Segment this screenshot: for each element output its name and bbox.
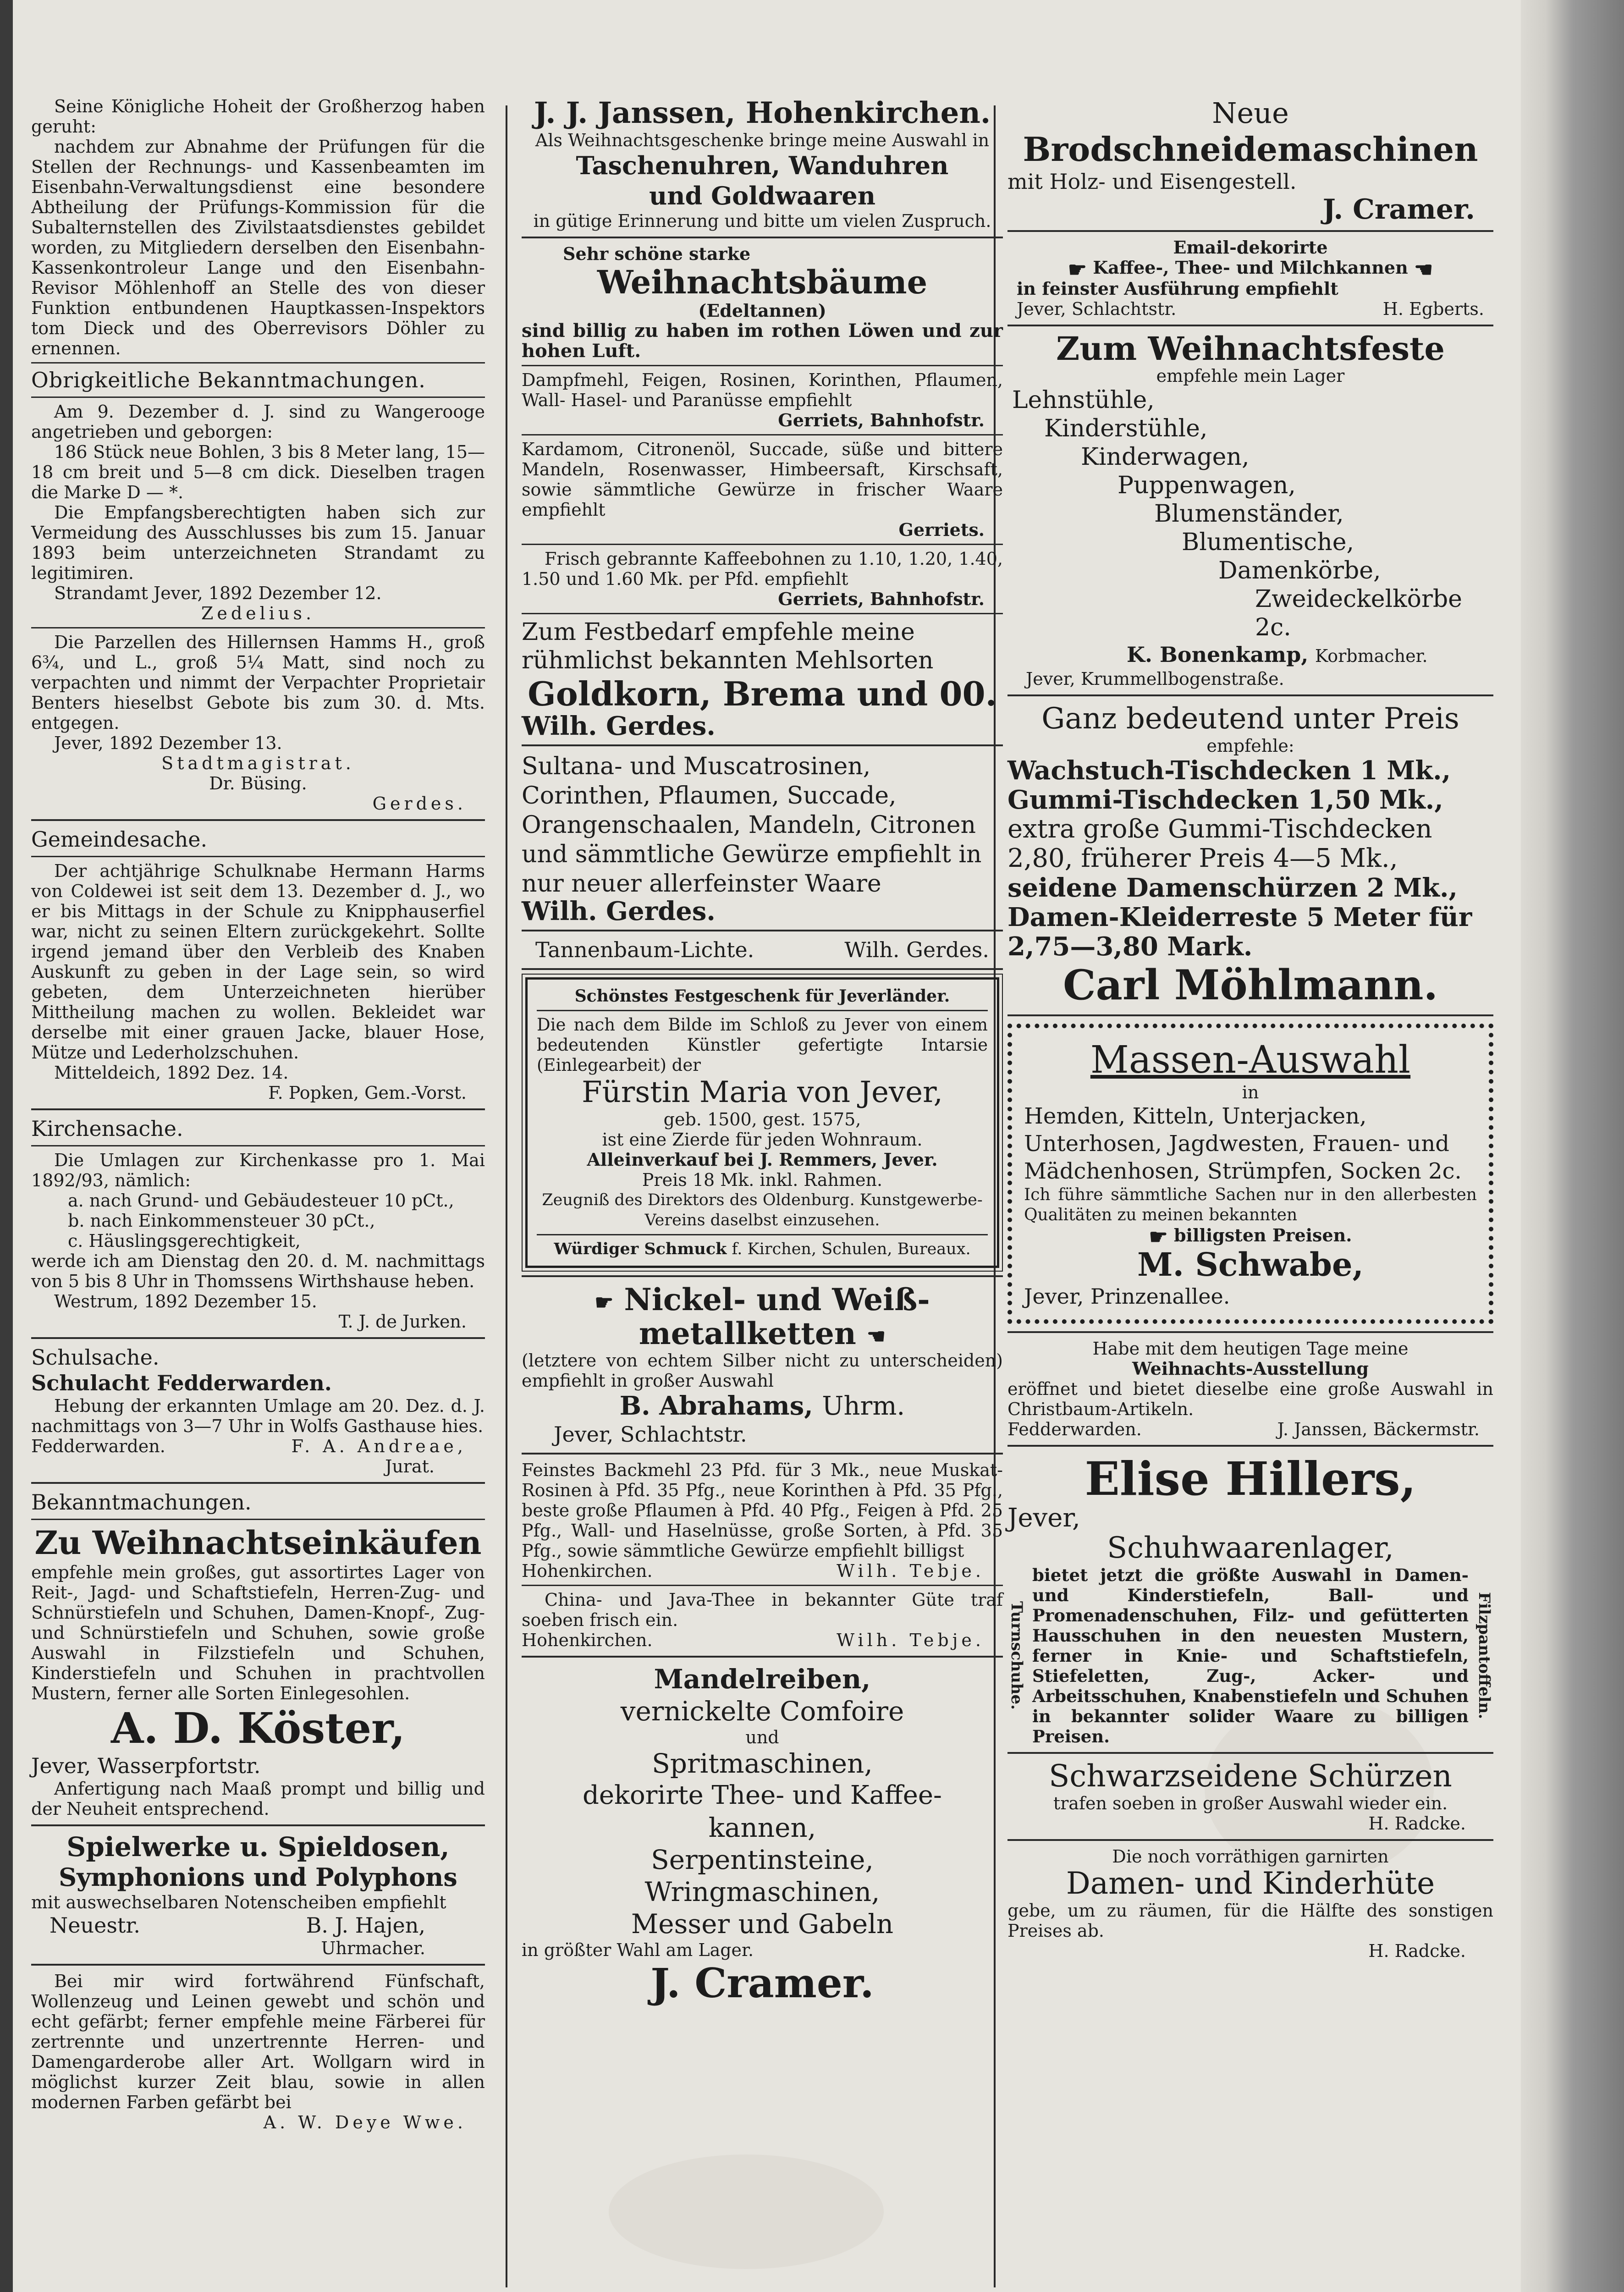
ad-headline: Goldkorn, Brema und 00. <box>528 674 997 713</box>
ad-merchant-name: Elise Hillers, <box>1085 1452 1416 1506</box>
ad-headline: Wringmaschinen, <box>644 1876 880 1907</box>
notice-date: Strandamt Jever, 1892 Dezember 12. <box>54 583 382 603</box>
ad-merchant-name: Carl Möhlmann. <box>1063 960 1438 1009</box>
notice-signature: T. J. de Jurken. <box>338 1311 467 1332</box>
divider <box>31 1337 485 1339</box>
divider <box>31 1824 485 1826</box>
list-item: Kinderstühle, <box>1044 414 1208 442</box>
pointing-hand-icon: ☚ <box>1414 257 1433 282</box>
ad-headline: Schwarzseidene Schürzen <box>1049 1758 1452 1794</box>
divider <box>31 819 485 821</box>
ad-text: billigsten Preisen. <box>1173 1224 1352 1245</box>
side-label: Filzpantoffeln. <box>1475 1592 1493 1719</box>
notice-date: Westrum, 1892 Dezember 15. <box>54 1291 317 1311</box>
ad-signature: A. W. Deye Wwe. <box>263 2112 467 2132</box>
divider <box>31 362 485 364</box>
divider <box>522 237 1003 238</box>
ad-place: Fedderwarden. <box>1007 1419 1142 1439</box>
ad-text: Zum Festbedarf empfehle meine <box>522 618 915 646</box>
ad-address: Jever, Schlachtstr. <box>1017 298 1177 319</box>
ad-text: Hemden, Kitteln, Unterjacken, Unterhosen, Jagdwesten, Frauen- und Mädchenhosen, Strümpfen, Socken 2c. <box>1024 1103 1462 1184</box>
ad-headline: kannen, <box>708 1812 816 1843</box>
notice-signature: Stadtmagistrat. <box>161 753 355 773</box>
divider <box>31 1145 485 1146</box>
ad-address: Neuestr. <box>50 1913 140 1938</box>
ad-headline: Mandelreiben, <box>654 1664 871 1695</box>
ad-text: geb. 1500, gest. 1575, <box>663 1109 861 1129</box>
divider <box>522 1585 1003 1586</box>
ad-text: Zeugniß des Direktors des Oldenburg. Kunstgewerbe-Vereins daselbst einzusehen. <box>542 1191 983 1229</box>
notice-date: Jever, 1892 Dezember 13. <box>54 733 282 753</box>
divider <box>537 1010 988 1011</box>
ad-signature: H. Egberts. <box>1382 298 1484 319</box>
ad-footer-bold: Würdiger Schmuck <box>554 1240 727 1258</box>
ad-place: Hohenkirchen. <box>522 1630 653 1650</box>
ad-text: ist eine Zierde für jeden Wohnraum. <box>602 1129 923 1150</box>
price-line: 2,75—3,80 Mark. <box>1007 931 1253 962</box>
ad-text: Ich führe sämmtliche Sachen nur in den allerbesten Qualitäten zu meinen bekannten <box>1024 1185 1477 1224</box>
ad-text: mit auswechselbaren Notenscheiben empfiehlt <box>31 1892 446 1912</box>
ad-headline: Weihnachtsbäume <box>597 263 928 301</box>
scan-border-right <box>1546 0 1624 2292</box>
ad-text: Die nach dem Bilde im Schloß zu Jever von einem bedeutenden Künstler gefertigte Intarsie (Einlegearbeit) der <box>537 1015 988 1075</box>
ad-text: in gütige Erinnerung und bitte um vielen Zuspruch. <box>533 211 991 231</box>
ad-text: in größter Wahl am Lager. <box>522 1940 754 1960</box>
ad-merchant-name: K. Bonenkamp, <box>1127 642 1309 667</box>
ad-headline: Massen-Auswahl <box>1090 1038 1411 1082</box>
ad-merchant-name: B. Abrahams, <box>619 1391 813 1421</box>
ad-signature: Wilh. Tebje. <box>837 1630 985 1650</box>
divider <box>31 856 485 857</box>
divider <box>522 365 1003 366</box>
ad-merchant-name: M. Schwabe, <box>1137 1245 1364 1284</box>
ad-text: Kaffee-, Thee- und Milchkannen <box>1093 257 1408 278</box>
divider <box>1007 1839 1493 1841</box>
ad-signature: Gerriets. <box>898 519 985 540</box>
price-line: extra große Gummi-Tischdecken <box>1007 814 1432 844</box>
page-edge <box>1521 0 1546 2292</box>
notice-date: Mitteldeich, 1892 Dez. 14. <box>54 1063 289 1083</box>
ad-text: eröffnet und bietet dieselbe eine große Auswahl in Christbaum-Artikeln. <box>1007 1379 1493 1419</box>
notice-signature: Gerdes. <box>372 793 467 814</box>
ad-address: Jever, Prinzenallee. <box>1024 1284 1230 1309</box>
side-label: Turnschuhe. <box>1007 1601 1026 1710</box>
price-line: Damen-Kleiderreste 5 Meter für <box>1007 902 1472 932</box>
ad-headline: und Goldwaaren <box>649 181 875 210</box>
framed-ad <box>525 977 999 1268</box>
ad-text: Tannenbaum-Lichte. <box>535 937 754 962</box>
notice-text: Der achtjährige Schulknabe Hermann Harms von Coldewei ist seit dem 13. Dezember d. J., wo er bis Mittags in der Schule zu Knipphauserfiel war, nicht zu seinen Eltern zurückgekehrt. Sollte irgend jemand über den Verbleib des Knaben Auskunft zu geben in der Lage sein, so wird gebeten, dem Unterzeichneten hierüber Mittheilung machen zu wollen. Bekleidet war derselbe mit einer grauen Jacke, blauer Hose, Mütze und Lederholzschuhen. <box>31 861 485 1063</box>
divider <box>1007 230 1493 232</box>
divider <box>522 968 1003 970</box>
pointing-hand-icon: ☛ <box>595 1290 614 1315</box>
divider <box>31 1519 485 1520</box>
notice-signature: F. A. Andreae, <box>291 1436 467 1456</box>
ad-text: Bei mir wird fortwährend Fünfschaft, Wollenzeug und Leinen gewebt und schön und echt gefärbt; ferner empfehle meine Färberei für zertrennte und unzertrennte Herren- und Damengarderobe aller Art. Wollgarn wird in möglichst kurzer Zeit blau, sowie in allen modernen Farben gefärbt bei <box>31 1971 485 2112</box>
divider <box>31 627 485 628</box>
ad-signature: Wilh. Tebje. <box>837 1561 985 1581</box>
ad-merchant-role: Uhrmacher. <box>321 1938 425 1958</box>
notice-text: Die Parzellen des Hillernsen Hamms H., groß 6¾, und L., groß 5¼ Matt, sind noch zu verpachten und nimmt der Verpachter Proprietair Benters hieselbst Gebote bis zum 30. d. Mts. entgegen. <box>31 632 485 733</box>
section-subtitle: Schulacht Fedderwarden. <box>31 1371 332 1395</box>
price-line: Wachstuch-Tischdecken 1 Mk., <box>1007 755 1451 786</box>
ad-text: empfehle mein großes, gut assortirtes Lager von Reit-, Jagd- und Schaftstiefeln, Herren-Zug- und Schnürstiefeln und Schuhen, Damen-Knopf-, Zug- und Schnürstiefeln und Schuhen, sowie große Auswahl in Filzstiefeln und Schuhen, Kinderstiefeln und Schuhen in prachtvollen Mustern, ferner alle Sorten Einlegesohlen. <box>31 1562 485 1703</box>
ad-headline: Damen- und Kinderhüte <box>1066 1866 1435 1901</box>
ad-headline: Ganz bedeutend unter Preis <box>1041 701 1459 736</box>
list-item: b. nach Einkommensteuer 30 pCt., <box>68 1211 375 1231</box>
ad-headline: dekorirte Thee- und Kaffee- <box>583 1780 942 1810</box>
list-item: c. Häuslingsgerechtigkeit, <box>68 1231 301 1251</box>
notice-place: Fedderwarden. <box>31 1436 165 1456</box>
ad-footer: f. Kirchen, Schulen, Bureaux. <box>732 1240 971 1258</box>
ad-signature: Gerriets, Bahnhofstr. <box>778 410 985 430</box>
section-title: Kirchensache. <box>31 1116 183 1141</box>
ad-text: Feinstes Backmehl 23 Pfd. für 3 Mk., neue Muskat-Rosinen à Pfd. 35 Pfg., neue Korinthen à Pfd. 35 Pfg., beste große Pflaumen à Pfd. 40 Pfg., Feigen à Pfd. 25 Pfg., Wall- und Haselnüsse, große Sorten, à Pfd. 35 Pfg., sowie sämmtliche Gewürze empfiehlt billigst <box>522 1460 1003 1561</box>
ad-text: sind billig zu haben im rothen Löwen und zur hohen Luft. <box>522 320 1003 362</box>
divider <box>1007 1014 1493 1016</box>
notice-text: 186 Stück neue Bohlen, 3 bis 8 Meter lang, 15—18 cm breit und 5—8 cm dick. Dieselben tragen die Marke D — *. <box>31 442 485 502</box>
notice-text: Hebung der erkannten Umlage am 20. Dez. d. J. nachmittags von 3—7 Uhr in Wolfs Gasthause hies. <box>31 1396 485 1436</box>
ad-text: Alleinverkauf bei J. Remmers, Jever. <box>587 1149 938 1170</box>
ad-text: empfehle mein Lager <box>1156 365 1345 386</box>
ad-headline: Spritmaschinen, <box>652 1748 873 1779</box>
ad-text: Anfertigung nach Maaß prompt und billig und der Neuheit entsprechend. <box>31 1779 485 1819</box>
ad-address: Jever, Wasserpfortstr. <box>31 1753 261 1778</box>
ad-merchant-name: A. D. Köster, <box>111 1703 405 1753</box>
ad-text: Sultana- und Muscatrosinen, Corinthen, Pflaumen, Succade, Orangenschaalen, Mandeln, Citronen und sämmtliche Gewürze empfiehlt in nur neuer allerfeinster Waare <box>522 753 982 898</box>
ad-headline: metallketten <box>639 1316 856 1351</box>
notice-text: Am 9. Dezember d. J. sind zu Wangerooge angetrieben und geborgen: <box>31 402 485 442</box>
ad-headline: Messer und Gabeln <box>631 1908 894 1939</box>
ad-text: China- und Java-Thee in bekannter Güte traf soeben frisch ein. <box>522 1590 1003 1630</box>
section-title: Schulsache. <box>31 1345 160 1370</box>
ad-text: bietet jetzt die größte Auswahl in Damen- und Kinderstiefeln, Ball- und Promenadenschuhen, Filz- und gefütterten Hausschuhen in den neuesten Mustern, ferner in Knie- und Schaftstiefeln, Stiefeletten, Zug-, Acker- und Arbeitsschuhen, Knabenstiefeln und Schuhen in bekannter solider Waare zu billigen Preisen. <box>1032 1565 1469 1747</box>
divider <box>31 1482 485 1484</box>
ad-headline: J. J. Janssen, Hohenkirchen. <box>534 96 991 130</box>
ad-text: Kardamom, Citronenöl, Succade, süße und bittere Mandeln, Rosenwasser, Himbeersaft, Kirschsaft, sowie sämmtliche Gewürze in frischer Waare empfiehlt <box>522 439 1003 520</box>
announcement-text: Seine Königliche Hoheit der Großherzog haben geruht: <box>31 96 485 137</box>
divider <box>522 1453 1003 1455</box>
ad-headline: Zu Weihnachtseinkäufen <box>34 1524 482 1562</box>
ad-text: trafen soeben in großer Auswahl wieder ein. <box>1053 1793 1448 1813</box>
ad-text: Als Weihnachtsgeschenke bringe meine Auswahl in <box>535 130 990 150</box>
list-item: Puppenwagen, <box>1118 471 1296 499</box>
divider <box>522 1656 1003 1658</box>
ad-text: (letztere von echtem Silber nicht zu unterscheiden) empfiehlt in großer Auswahl <box>522 1350 1003 1391</box>
ad-headline: Symphonions und Polyphons <box>59 1862 457 1892</box>
list-item: Lehnstühle, <box>1012 386 1155 414</box>
ad-merchant-name: Wilh. Gerdes. <box>522 711 716 741</box>
notice-signature: F. Popken, Gem.-Vorst. <box>268 1083 467 1103</box>
section-title: Gemeindesache. <box>31 827 208 852</box>
price-line: seidene Damenschürzen 2 Mk., <box>1007 872 1458 903</box>
ad-headline: Taschenuhren, Wanduhren <box>576 151 949 180</box>
paper-stain <box>609 2154 884 2269</box>
ad-signature: Gerriets, Bahnhofstr. <box>778 589 985 609</box>
notice-signature: Jurat. <box>385 1456 435 1477</box>
divider <box>31 1108 485 1110</box>
divider <box>31 397 485 398</box>
ad-merchant-name: J. Cramer. <box>650 1959 874 2007</box>
ad-text: und <box>745 1727 779 1747</box>
pointing-hand-icon: ☛ <box>1068 257 1087 282</box>
column-2 <box>522 96 1003 2006</box>
ad-place: Hohenkirchen. <box>522 1561 653 1581</box>
ad-text: Die noch vorräthigen garnirten <box>1112 1846 1389 1867</box>
ad-headline: Schuhwaarenlager, <box>1107 1531 1394 1565</box>
pointing-hand-icon: ☚ <box>866 1324 886 1349</box>
ad-headline: Fürstin Maria von Jever, <box>582 1075 943 1109</box>
column-rule <box>506 105 507 2287</box>
notice-signature: Zedelius. <box>201 603 315 623</box>
decorated-frame-ad <box>1007 1024 1493 1324</box>
ad-merchant-role: Uhrm. <box>822 1391 905 1421</box>
ad-headline: Brodschneidemaschinen <box>1023 130 1478 169</box>
divider <box>1007 1752 1493 1754</box>
list-item: a. nach Grund- und Gebäudesteuer 10 pCt., <box>68 1190 454 1211</box>
ad-headline: vernickelte Comfoire <box>620 1696 904 1727</box>
section-title: Obrigkeitliche Bekanntmachungen. <box>31 368 426 392</box>
divider <box>522 434 1003 435</box>
scan-border-left <box>0 0 13 2292</box>
ad-address: Jever, Schlachtstr. <box>554 1422 747 1447</box>
ad-headline: Nickel- und Weiß- <box>624 1282 930 1317</box>
ad-address: Jever, <box>1007 1503 1080 1533</box>
list-item: Zweideckelkörbe 2c. <box>1255 585 1462 641</box>
notice-signature: Dr. Büsing. <box>209 773 307 793</box>
list-item: Blumentische, <box>1182 528 1354 556</box>
announcement-text: nachdem zur Abnahme der Prüfungen für die Stellen der Rechnungs- und Kassenbeamten im Eisenbahn-Verwaltungsdienst eine besondere Abtheilung der Prüfungs-Kommission für die Subalternstellen des Zivilstaatsdienstes gebildet worden, zu Mitgliedern derselben den Eisenbahn-Kassenkontroleur Lange und den Eisenbahn-Revisor Möhlenhoff an Stelle des von dieser Funktion entbundenen Hauptkassen-Inspektors tom Dieck und des Oberrevisors Döhler zu ernennen. <box>31 137 485 358</box>
divider <box>522 930 1003 931</box>
divider <box>1007 694 1493 696</box>
notice-text: Die Empfangsberechtigten haben sich zur Vermeidung des Ausschlusses bis zum 15. Januar 1893 beim unterzeichneten Strandamt zu legitimiren. <box>31 502 485 583</box>
divider <box>522 1275 1003 1277</box>
ad-headline: Schönstes Festgeschenk für Jeverländer. <box>574 986 950 1006</box>
price-line: Gummi-Tischdecken 1,50 Mk., <box>1007 784 1443 815</box>
ad-text: Habe mit dem heutigen Tage meine <box>1092 1339 1409 1359</box>
pointing-hand-icon: ☛ <box>1149 1224 1168 1249</box>
ad-signature: H. Radcke. <box>1368 1813 1466 1834</box>
ad-address: Jever, Krummellbogenstraße. <box>1026 668 1284 689</box>
ad-merchant-role: Korbmacher. <box>1315 645 1428 666</box>
ad-text: rühmlichst bekannten Mehlsorten <box>522 647 934 674</box>
ad-text: Sehr schöne starke <box>563 243 751 264</box>
ad-signature: H. Radcke. <box>1368 1941 1466 1961</box>
ad-text: in feinster Ausführung empfiehlt <box>1017 278 1338 299</box>
ad-merchant-name: Wilh. Gerdes. <box>844 937 989 962</box>
ad-merchant-name: J. Cramer. <box>1322 193 1475 226</box>
ad-signature: J. Janssen, Bäckermstr. <box>1277 1419 1480 1439</box>
ad-text: gebe, um zu räumen, für die Hälfte des sonstigen Preises ab. <box>1007 1901 1493 1941</box>
ad-text: empfehle: <box>1206 735 1294 756</box>
ad-text: Frisch gebrannte Kaffeebohnen zu 1.10, 1.20, 1.40, 1.50 und 1.60 Mk. per Pfd. empfiehlt <box>522 549 1003 589</box>
ad-text: Email-dekorirte <box>1173 237 1328 258</box>
divider <box>1007 1445 1493 1447</box>
column-1 <box>31 96 485 2132</box>
ad-text: Dampfmehl, Feigen, Rosinen, Korinthen, Pflaumen, Wall- Hasel- und Paranüsse empfiehlt <box>522 370 1003 410</box>
ad-headline: Spielwerke u. Spieldosen, <box>66 1831 450 1862</box>
ad-price: Preis 18 Mk. inkl. Rahmen. <box>642 1170 883 1190</box>
divider <box>537 1234 988 1235</box>
list-item: Damenkörbe, <box>1218 556 1381 584</box>
section-title: Bekanntmachungen. <box>31 1490 252 1515</box>
divider <box>31 1964 485 1966</box>
ad-headline: Serpentinsteine, <box>651 1844 874 1875</box>
divider <box>522 744 1003 746</box>
newspaper-page <box>13 0 1546 2292</box>
ad-text: in <box>1242 1082 1259 1102</box>
list-item: Kinderwagen, <box>1081 443 1250 471</box>
ad-merchant-name: B. J. Hajen, <box>306 1913 425 1938</box>
price-line: 2,80, früherer Preis 4—5 Mk., <box>1007 843 1398 873</box>
ad-text: Neue <box>1212 96 1289 130</box>
column-3 <box>1007 96 1493 1961</box>
ad-text: mit Holz- und Eisengestell. <box>1007 169 1297 194</box>
divider <box>522 613 1003 614</box>
notice-text: werde ich am Dienstag den 20. d. M. nachmittags von 5 bis 8 Uhr in Thomssens Wirthshause heben. <box>31 1251 485 1291</box>
divider <box>522 544 1003 545</box>
ad-text: (Edeltannen) <box>698 300 826 321</box>
divider <box>1007 325 1493 326</box>
ad-merchant-name: Wilh. Gerdes. <box>522 896 716 926</box>
notice-text: Die Umlagen zur Kirchenkasse pro 1. Mai 1892/93, nämlich: <box>31 1150 485 1190</box>
divider <box>1007 1331 1493 1333</box>
list-item: Blumenständer, <box>1154 500 1344 528</box>
ad-headline: Weihnachts-Ausstellung <box>1132 1358 1369 1379</box>
ad-headline: Zum Weihnachtsfeste <box>1056 329 1445 368</box>
